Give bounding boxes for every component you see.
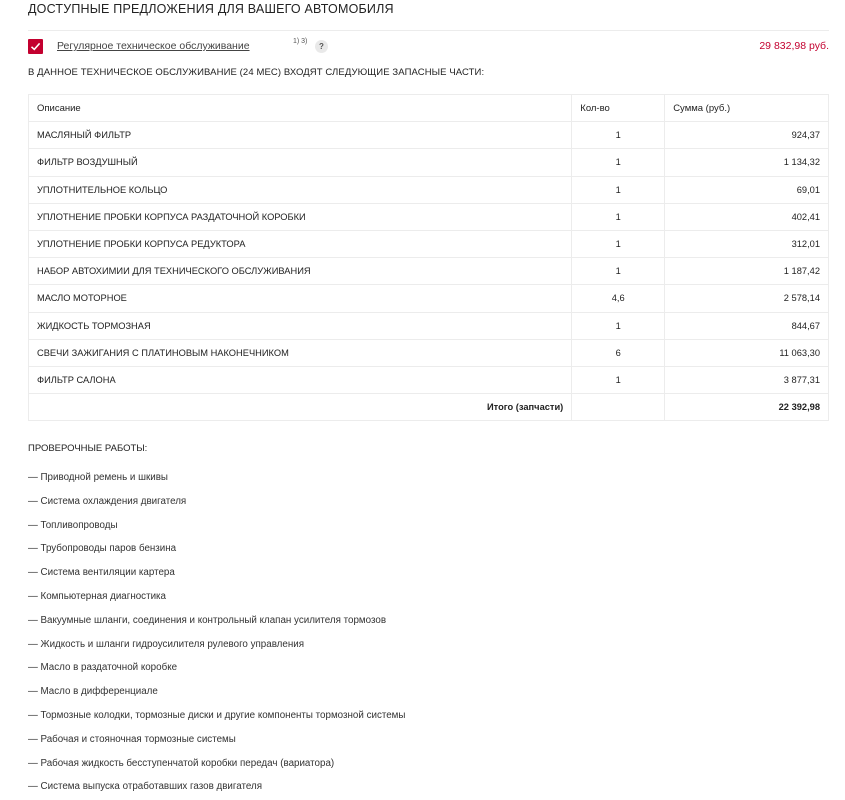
table-row (29, 230, 829, 257)
table-row (29, 285, 829, 312)
table-row (29, 149, 829, 176)
parts-table-body (29, 122, 829, 394)
list-item: — Система вентиляции картера (28, 567, 175, 579)
part-quantity: 1 (572, 312, 665, 339)
part-description: ФИЛЬТР САЛОНА (29, 366, 572, 393)
page-title: ДОСТУПНЫЕ ПРЕДЛОЖЕНИЯ ДЛЯ ВАШЕГО АВТОМОБИЛЯ (28, 2, 394, 16)
divider (28, 30, 829, 31)
part-description: НАБОР АВТОХИМИИ ДЛЯ ТЕХНИЧЕСКОГО ОБСЛУЖИВАНИЯ (29, 258, 572, 285)
offer-price: 29 832,98 руб. (759, 40, 829, 52)
checkmark-icon (30, 41, 41, 52)
parts-table (28, 94, 829, 421)
column-header-description: Описание (29, 95, 572, 122)
list-item: — Система выпуска отработавших газов двигателя (28, 781, 263, 793)
part-description: УПЛОТНИТЕЛЬНОЕ КОЛЬЦО (29, 176, 572, 203)
list-item: — Компьютерная диагностика (28, 590, 166, 602)
offer-link[interactable]: Регулярное техническое обслуживание (57, 40, 250, 52)
list-item: — Приводной ремень и шкивы (28, 472, 168, 483)
table-row (29, 258, 829, 285)
total-value: 22 392,98 (665, 394, 829, 421)
part-quantity: 1 (572, 122, 665, 149)
part-quantity: 1 (572, 176, 665, 203)
list-item: — Система охлаждения двигателя (28, 495, 187, 507)
part-sum: 924,37 (665, 122, 829, 149)
part-quantity: 4,6 (572, 285, 665, 312)
table-row (29, 176, 829, 203)
part-sum: 2 578,14 (665, 285, 829, 312)
part-sum: 312,01 (665, 230, 829, 257)
column-header-sum: Сумма (руб.) (665, 95, 829, 122)
column-header-quantity: Кол-во (572, 95, 665, 122)
part-description: МАСЛО МОТОРНОЕ (29, 285, 572, 312)
offer-row (28, 38, 829, 58)
part-sum: 11 063,30 (665, 339, 829, 366)
question-icon[interactable]: ? (315, 40, 328, 53)
part-sum: 402,41 (665, 203, 829, 230)
table-row (29, 366, 829, 393)
part-sum: 1 187,42 (665, 258, 829, 285)
part-sum: 3 877,31 (665, 366, 829, 393)
part-quantity: 1 (572, 149, 665, 176)
part-quantity: 1 (572, 258, 665, 285)
list-item: — Рабочая и стояночная тормозные системы (28, 733, 236, 745)
part-quantity: 6 (572, 339, 665, 366)
table-row (29, 312, 829, 339)
part-description: МАСЛЯНЫЙ ФИЛЬТР (29, 122, 572, 149)
part-quantity: 1 (572, 366, 665, 393)
list-item: — Масло в раздаточной коробке (28, 662, 178, 674)
table-row (29, 339, 829, 366)
list-item: — Рабочая жидкость бесступенчатой коробки передач (вариатора) (28, 757, 335, 769)
parts-section-title: В ДАННОЕ ТЕХНИЧЕСКОЕ ОБСЛУЖИВАНИЕ (24 МЕС) ВХОДЯТ СЛЕДУЮЩИЕ ЗАПАСНЫЕ ЧАСТИ: (28, 67, 485, 78)
part-description: УПЛОТНЕНИЕ ПРОБКИ КОРПУСА РАЗДАТОЧНОЙ КОРОБКИ (29, 203, 572, 230)
list-item: — Масло в дифференциале (28, 686, 158, 698)
part-sum: 844,67 (665, 312, 829, 339)
offer-footnote: 1) 3) (293, 38, 308, 45)
checks-list (28, 466, 405, 799)
total-empty-cell (572, 394, 665, 421)
part-quantity: 1 (572, 230, 665, 257)
list-item: — Топливопроводы (28, 519, 118, 531)
part-description: ЖИДКОСТЬ ТОРМОЗНАЯ (29, 312, 572, 339)
part-description: ФИЛЬТР ВОЗДУШНЫЙ (29, 149, 572, 176)
list-item: — Тормозные колодки, тормозные диски и другие компоненты тормозной системы (28, 709, 406, 721)
checks-title: ПРОВЕРОЧНЫЕ РАБОТЫ: (28, 443, 148, 454)
list-item: — Жидкость и шланги гидроусилителя рулевого управления (28, 638, 305, 650)
part-quantity: 1 (572, 203, 665, 230)
table-row (29, 122, 829, 149)
part-sum: 69,01 (665, 176, 829, 203)
part-sum: 1 134,32 (665, 149, 829, 176)
total-label: Итого (запчасти) (29, 394, 572, 421)
total-row (29, 394, 829, 421)
part-description: СВЕЧИ ЗАЖИГАНИЯ С ПЛАТИНОВЫМ НАКОНЕЧНИКОМ (29, 339, 572, 366)
list-item: — Трубопроводы паров бензина (28, 543, 177, 555)
list-item: — Вакуумные шланги, соединения и контрольный клапан усилителя тормозов (28, 614, 387, 626)
table-row (29, 203, 829, 230)
part-description: УПЛОТНЕНИЕ ПРОБКИ КОРПУСА РЕДУКТОРА (29, 230, 572, 257)
table-header-row (29, 95, 829, 122)
offer-checkbox[interactable] (28, 39, 43, 54)
